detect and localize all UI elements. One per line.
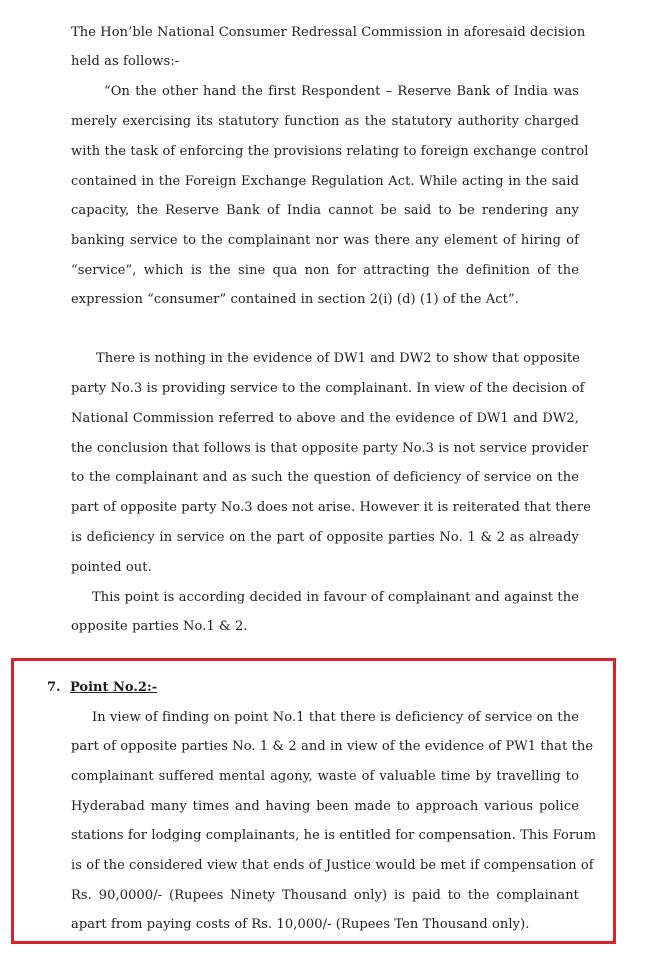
paragraph-line: to the complainant and as such the question of deficiency of service on the — [71, 470, 579, 485]
section-line: stations for lodging complainants, he is entitled for compensation. This Forum — [71, 828, 597, 843]
section-line: part of opposite parties No. 1 & 2 and in view of the evidence of PW1 that the — [71, 739, 594, 754]
quote-line: contained in the Foreign Exchange Regulation Act. While acting in the said — [71, 174, 579, 189]
section-line: complainant suffered mental agony, waste of valuable time by travelling to — [71, 769, 579, 784]
quote-line: “service”, which is the sine qua non for attracting the definition of the — [71, 263, 579, 278]
section-number: 7. — [47, 680, 61, 695]
quote-line: capacity, the Reserve Bank of India cannot be said to be rendering any — [71, 203, 579, 218]
section-line: In view of finding on point No.1 that there is deficiency of service on the — [92, 710, 579, 725]
section-line: is of the considered view that ends of Justice would be met if compensation of — [71, 858, 594, 873]
paragraph-line: the conclusion that follows is that opposite party No.3 is not service provider — [71, 441, 589, 456]
paragraph-line: opposite parties No.1 & 2. — [71, 619, 248, 634]
paragraph-line: pointed out. — [71, 560, 152, 575]
paragraph-line: National Commission referred to above and the evidence of DW1 and DW2, — [71, 411, 579, 426]
paragraph-line: party No.3 is providing service to the complainant. In view of the decision of — [71, 381, 585, 396]
paragraph-line: This point is according decided in favour of complainant and against the — [92, 590, 579, 605]
quote-line: banking service to the complainant nor was there any element of hiring of — [71, 233, 579, 248]
paragraph-line: held as follows:- — [71, 54, 180, 69]
quote-line: with the task of enforcing the provisions relating to foreign exchange control — [71, 144, 589, 159]
section-line: apart from paying costs of Rs. 10,000/- (Rupees Ten Thousand only). — [71, 917, 530, 932]
quote-line: merely exercising its statutory function as the statutory authority charged — [71, 114, 579, 129]
paragraph-line: There is nothing in the evidence of DW1 and DW2 to show that opposite — [96, 351, 580, 366]
section-line: Rs. 90,0000/- (Rupees Ninety Thousand only) is paid to the complainant — [71, 888, 579, 903]
quote-line: expression “consumer” contained in section 2(i) (d) (1) of the Act”. — [71, 292, 519, 307]
paragraph-line: part of opposite party No.3 does not arise. However it is reiterated that there — [71, 500, 592, 515]
section-line: Hyderabad many times and having been made to approach various police — [71, 799, 579, 814]
quote-line: “On the other hand the first Respondent – Reserve Bank of India was — [104, 84, 579, 99]
paragraph-line: The Hon’ble National Consumer Redressal Commission in aforesaid decision — [71, 25, 586, 40]
section-heading: Point No.2:- — [70, 680, 158, 695]
paragraph-line: is deficiency in service on the part of opposite parties No. 1 & 2 as already — [71, 530, 579, 545]
